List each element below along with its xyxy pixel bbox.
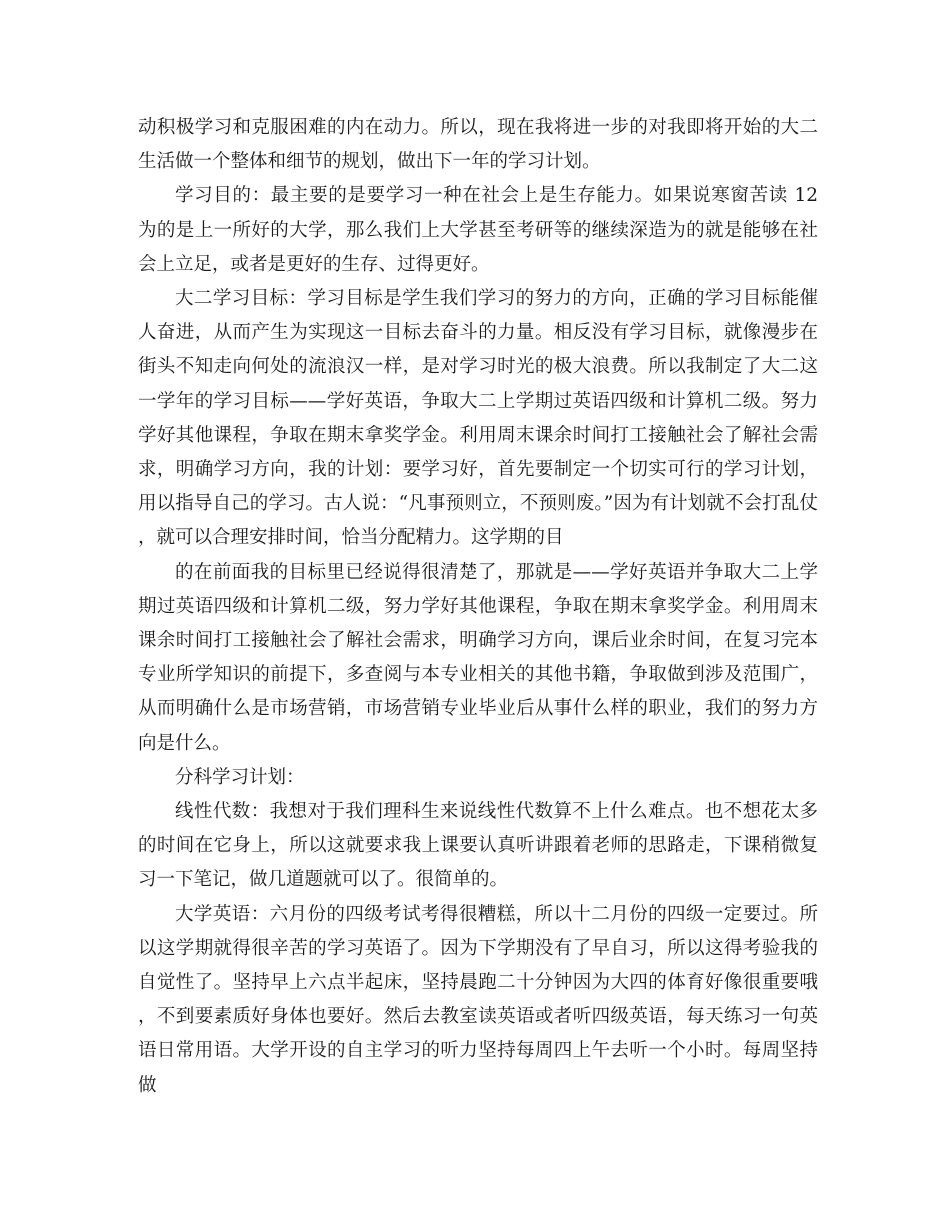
- paragraph-continuation: 动积极学习和克服困难的内在动力。所以，现在我将进一步的对我即将开始的大二生活做一个整体和细节的规划，做出下一年的学习计划。: [138, 117, 818, 173]
- paragraph-college-english: 大学英语：六月份的四级考试考得很糟糕，所以十二月份的四级一定要过。所以这学期就得很辛苦的学习英语了。因为下学期没有了早自习，所以这得考验我的自觉性了。坚持早上六点半起床，坚持晨跑二十分钟因为大四的体育好像很重要哦，不到要素质好身体也要好。然后去教室读英语或者听四级英语，每天练习一句英语日常用语。大学开设的自主学习的听力坚持每周四上午去听一个小时。每周坚持做: [138, 903, 818, 1096]
- paragraph-linear-algebra: 线性代数：我想对于我们理科生来说线性代数算不上什么难点。也不想花太多的时间在它身上，所以这就要求我上课要认真听讲跟着老师的思路走，下课稍微复习一下笔记，做几道题就可以了。很简单的。: [138, 801, 818, 891]
- paragraph-sophomore-goal: 大二学习目标：学习目标是学生我们学习的努力的方向，正确的学习目标能催人奋进，从而产生为实现这一目标去奋斗的力量。相反没有学习目标，就像漫步在街头不知走向何处的流浪汉一样，是对学习时光的极大浪费。所以我制定了大二这一学年的学习目标——学好英语，争取大二上学期过英语四级和计算机二级。努力学好其他课程，争取在期末拿奖学金。利用周末课余时间打工接触社会了解社会需求，明确学习方向，我的计划：要学习好，首先要制定一个切实可行的学习计划，用以指导自己的学习。古人说：“凡事预则立，不预则废。”因为有计划就不会打乱仗，就可以合理安排时间，恰当分配精力。这学期的目: [138, 288, 818, 549]
- document-body: [138, 111, 818, 1103]
- paragraph-goal-detail: 的在前面我的目标里已经说得很清楚了，那就是——学好英语并争取大二上学期过英语四级和计算机二级，努力学好其他课程，争取在期末拿奖学金。利用周末课余时间打工接触社会了解社会需求，明确学习方向，课后业余时间，在复习完本专业所学知识的前提下，多查阅与本专业相关的其他书籍，争取做到涉及范围广，从而明确什么是市场营销，市场营销专业毕业后从事什么样的职业，我们的努力方向是什么。: [138, 561, 818, 754]
- paragraph-subject-plan-heading: 分科学习计划：: [175, 766, 305, 788]
- paragraph-study-purpose: 学习目的：最主要的是要学习一种在社会上是生存能力。如果说寒窗苦读 12 为的是上一所好的大学，那么我们上大学甚至考研等的继续深造为的就是能够在社会上立足，或者是更好的生存、过得更好。: [138, 185, 818, 275]
